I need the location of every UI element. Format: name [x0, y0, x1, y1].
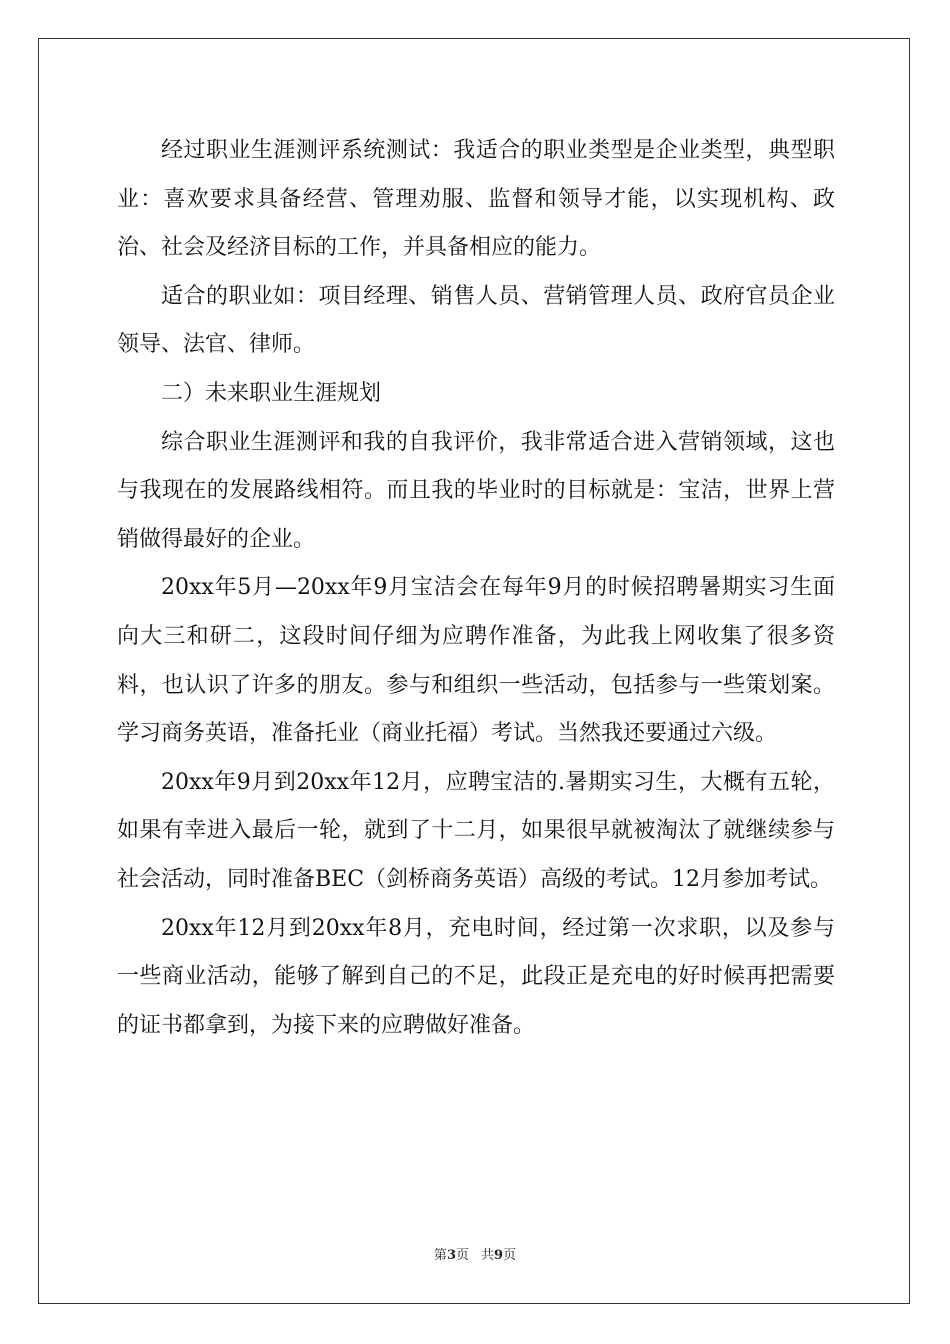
section-heading-future-plan: 二）未来职业生涯规划 [161, 380, 382, 406]
paragraph-internship-prep: 20xx年5月—20xx年9月宝洁会在每年9月的时候招聘暑期实习生面向大三和研二，这段时间仔细为应聘作准备，为此我上网收集了很多资料，也认识了许多的朋友。参与和组织一些活动，包括参与一些策划案。学习商务英语，准备托业（商业托福）考试。当然我还要通过六级。 [117, 575, 835, 747]
paragraph-marketing-goal: 综合职业生涯测评和我的自我评价，我非常适合进入营销领域，这也与我现在的发展路线相符。而且我的毕业时的目标就是：宝洁，世界上营销做得最好的企业。 [117, 429, 835, 552]
paragraph-recharge-period: 20xx年12月到20xx年8月，充电时间，经过第一次求职，以及参与一些商业活动，能够了解到自己的不足，此段正是充电的好时候再把需要的证书都拿到，为接下来的应聘做好准备。 [117, 915, 835, 1038]
page-footer [0, 1246, 950, 1266]
paragraph-internship-apply: 20xx年9月到20xx年12月，应聘宝洁的.暑期实习生，大概有五轮，如果有幸进入最后一轮，就到了十二月，如果很早就被淘汰了就继续参与社会活动，同时准备BEC（剑桥商务英语）高级的考试。12月参加考试。 [117, 769, 835, 892]
paragraph-suitable-jobs: 适合的职业如：项目经理、销售人员、营销管理人员、政府官员企业领导、法官、律师。 [117, 283, 835, 358]
total-suffix: 页 [503, 1248, 517, 1263]
paragraph-career-test: 经过职业生涯测评系统测试：我适合的职业类型是企业类型，典型职业：喜欢要求具备经营、管理劝服、监督和领导才能，以实现机构、政治、社会及经济目标的工作，并具备相应的能力。 [117, 138, 835, 261]
total-prefix: 共 [481, 1248, 495, 1263]
page-suffix: 页 [455, 1248, 469, 1263]
page-current: 3 [446, 1248, 456, 1263]
page-prefix: 第 [433, 1248, 447, 1263]
document-body [117, 127, 835, 1050]
page-total: 9 [494, 1248, 504, 1263]
